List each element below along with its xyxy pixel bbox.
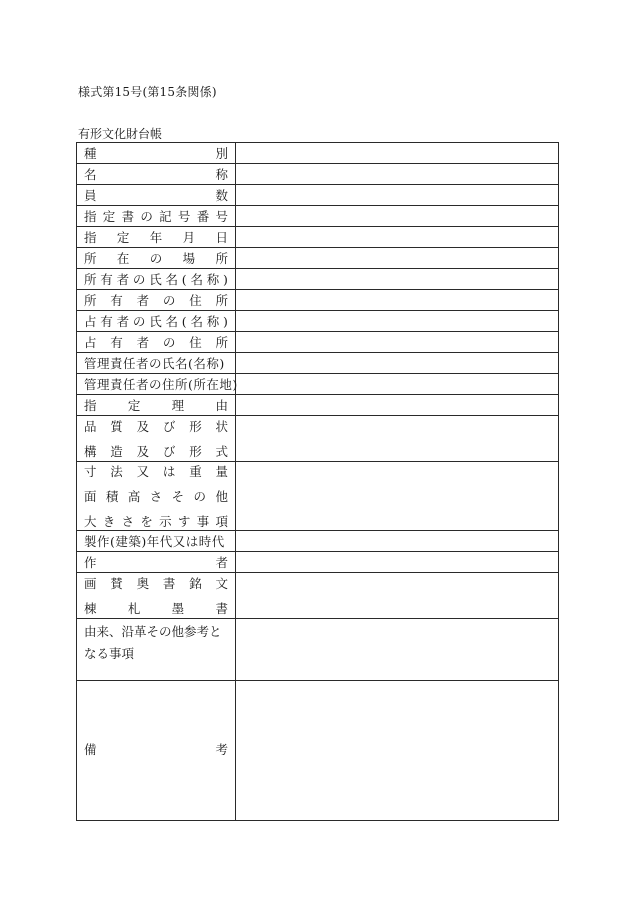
label-glyph: 有	[110, 335, 123, 350]
label-glyph: 指	[84, 230, 97, 245]
label-glyph: 所	[215, 335, 228, 350]
label-glyph: 有	[110, 293, 123, 308]
label-glyph: 年	[149, 230, 163, 245]
register-row	[77, 552, 559, 573]
row-label-line	[84, 532, 228, 550]
register-row	[77, 395, 559, 416]
row-label-line	[84, 207, 228, 225]
row-label-line	[84, 333, 228, 351]
row-value-cell[interactable]	[236, 552, 559, 573]
label-glyph: 所	[84, 251, 97, 266]
label-glyph: 住	[189, 335, 202, 350]
register-table	[76, 142, 559, 821]
label-glyph: は	[162, 464, 176, 479]
label-glyph: 又	[136, 464, 150, 479]
register-row	[77, 619, 559, 681]
row-label	[77, 311, 236, 332]
row-value-cell[interactable]	[236, 269, 559, 290]
register-row	[77, 332, 559, 353]
row-value-cell[interactable]	[236, 395, 559, 416]
label-glyph: 書	[162, 576, 176, 591]
row-label	[77, 462, 236, 531]
label-glyph: の	[132, 314, 146, 329]
label-glyph: 事	[196, 514, 210, 529]
label-glyph: 日	[215, 230, 228, 245]
row-value-cell[interactable]	[236, 374, 559, 395]
label-glyph: 理	[171, 398, 185, 413]
label-glyph: 称	[206, 272, 220, 287]
row-label	[77, 290, 236, 311]
label-glyph: そ	[171, 489, 185, 504]
label-glyph: を	[140, 514, 153, 529]
label-glyph: )	[223, 271, 228, 287]
label-glyph: 占	[84, 314, 97, 329]
label-glyph: 占	[84, 335, 97, 350]
label-glyph: 文	[215, 576, 228, 591]
row-label-line	[84, 249, 228, 267]
row-label	[77, 681, 236, 821]
row-label	[77, 248, 236, 269]
label-glyph: (	[181, 271, 187, 287]
row-value-cell[interactable]	[236, 311, 559, 332]
label-glyph: 指	[84, 398, 97, 413]
row-label-line	[84, 312, 228, 330]
label-glyph: 員	[84, 188, 97, 203]
label-glyph: 及	[136, 444, 150, 459]
row-label	[77, 227, 236, 248]
row-label	[77, 206, 236, 227]
row-label	[77, 269, 236, 290]
label-glyph: 書	[121, 209, 135, 224]
label-glyph: 数	[215, 188, 228, 203]
label-glyph: 高	[127, 489, 141, 504]
row-label-line	[84, 375, 238, 393]
row-label-line	[84, 740, 228, 758]
label-glyph: 者	[215, 555, 228, 570]
label-glyph: 式	[215, 444, 228, 459]
label-glyph: 場	[182, 251, 196, 266]
register-row	[77, 206, 559, 227]
label-glyph: 者	[116, 272, 130, 287]
label-glyph: 称	[206, 314, 220, 329]
row-value-cell[interactable]	[236, 227, 559, 248]
form-number: 様式第15号(第15条関係)	[78, 85, 217, 99]
register-row	[77, 531, 559, 552]
label-glyph: 名	[165, 314, 178, 329]
register-row	[77, 681, 559, 821]
row-value-cell[interactable]	[236, 573, 559, 619]
label-glyph: 法	[110, 464, 123, 479]
label-glyph: 寸	[84, 464, 97, 479]
label-glyph: 管理責任者の氏名(名称)	[84, 356, 225, 371]
row-label	[77, 185, 236, 206]
row-value-cell[interactable]	[236, 416, 559, 462]
register-row	[77, 248, 559, 269]
label-glyph: 構	[84, 444, 97, 459]
label-glyph: 住	[189, 293, 202, 308]
label-glyph: す	[177, 514, 191, 529]
label-glyph: 定	[127, 398, 141, 413]
label-glyph: 所	[84, 293, 97, 308]
label-glyph: の	[140, 209, 153, 224]
label-glyph: 状	[215, 419, 228, 434]
row-label-line	[84, 599, 228, 617]
row-label-line	[84, 186, 228, 204]
register-row	[77, 164, 559, 185]
row-value-cell[interactable]	[236, 531, 559, 552]
label-glyph: 銘	[189, 576, 202, 591]
label-glyph: 管理責任者の住所(所在地)	[84, 377, 238, 392]
label-glyph: 形	[189, 444, 202, 459]
row-label	[77, 531, 236, 552]
row-label	[77, 416, 236, 462]
label-glyph: 名	[84, 167, 97, 182]
register-row	[77, 143, 559, 164]
label-glyph: 月	[182, 230, 196, 245]
label-glyph: び	[162, 444, 176, 459]
label-glyph: 定	[102, 209, 116, 224]
label-glyph: の	[132, 272, 146, 287]
label-glyph: 備	[84, 741, 97, 757]
row-label	[77, 332, 236, 353]
label-glyph: 氏	[149, 314, 162, 329]
label-glyph: 名	[190, 272, 203, 287]
row-value-cell[interactable]	[236, 332, 559, 353]
label-glyph: 示	[159, 514, 172, 529]
label-glyph: の	[149, 251, 163, 266]
register-table-body	[77, 143, 559, 821]
row-value-cell[interactable]	[236, 164, 559, 185]
row-value-cell[interactable]	[236, 462, 559, 531]
label-glyph: 別	[215, 146, 228, 161]
label-glyph: の	[162, 335, 176, 350]
row-label-line	[84, 442, 228, 460]
label-glyph: 他	[215, 489, 228, 504]
label-glyph: 品	[84, 419, 97, 434]
row-label-line	[84, 574, 228, 592]
label-glyph: 有	[100, 314, 113, 329]
label-glyph: き	[102, 514, 116, 529]
label-glyph: 賛	[110, 576, 123, 591]
row-label-line	[84, 165, 228, 183]
label-glyph: の	[193, 489, 207, 504]
label-glyph: )	[223, 313, 228, 329]
label-glyph: 記	[159, 209, 172, 224]
register-row	[77, 573, 559, 619]
row-label-line	[84, 291, 228, 309]
label-glyph: 量	[215, 464, 228, 479]
label-glyph: 有	[100, 272, 113, 287]
label-glyph: 所	[215, 251, 228, 266]
label-glyph: 作	[84, 555, 97, 570]
label-glyph: 奥	[136, 576, 150, 591]
label-glyph: 画	[84, 576, 97, 591]
row-label-line	[84, 396, 228, 414]
register-row	[77, 311, 559, 332]
label-glyph: 定	[116, 230, 130, 245]
label-glyph: 重	[189, 464, 202, 479]
label-glyph: 大	[84, 514, 97, 529]
label-glyph: 造	[110, 444, 123, 459]
label-glyph: の	[162, 293, 176, 308]
row-value-cell[interactable]	[236, 619, 559, 681]
label-glyph: 札	[127, 601, 141, 616]
label-glyph: 棟	[84, 601, 97, 616]
label-glyph: 形	[189, 419, 202, 434]
row-label	[77, 143, 236, 164]
label-glyph: 者	[116, 314, 130, 329]
row-label-line	[84, 487, 228, 505]
row-value-cell[interactable]	[236, 290, 559, 311]
row-label	[77, 573, 236, 619]
row-label	[77, 395, 236, 416]
label-glyph: 称	[215, 167, 228, 182]
label-glyph: さ	[121, 514, 135, 529]
label-glyph: 所	[215, 293, 228, 308]
row-label-line	[84, 417, 228, 435]
row-value-cell[interactable]	[236, 353, 559, 374]
label-glyph: 在	[116, 251, 130, 266]
label-glyph: 製作(建築)年代又は時代	[84, 534, 225, 549]
label-glyph: 氏	[149, 272, 162, 287]
register-row	[77, 185, 559, 206]
label-glyph: 考	[215, 741, 228, 757]
label-glyph: 者	[136, 293, 150, 308]
row-label	[77, 619, 236, 681]
row-label	[77, 353, 236, 374]
row-label-text: 由来、沿革その他参考となる事項	[84, 624, 222, 661]
register-row	[77, 290, 559, 311]
label-glyph: 種	[84, 146, 97, 161]
row-label	[77, 164, 236, 185]
label-glyph: 項	[215, 514, 228, 529]
row-label-line	[84, 553, 228, 571]
label-glyph: 番	[196, 209, 210, 224]
register-row	[77, 227, 559, 248]
row-label-line	[84, 144, 228, 162]
label-glyph: 書	[215, 601, 228, 616]
register-row	[77, 353, 559, 374]
label-glyph: 名	[165, 272, 178, 287]
label-glyph: 面	[84, 489, 97, 504]
label-glyph: 由	[215, 398, 228, 413]
label-glyph: 者	[136, 335, 150, 350]
row-value-cell[interactable]	[236, 143, 559, 164]
label-glyph: 号	[215, 209, 228, 224]
label-glyph: 及	[136, 419, 150, 434]
row-label	[77, 552, 236, 573]
row-value-cell[interactable]	[236, 248, 559, 269]
row-label-line	[84, 228, 228, 246]
label-glyph: 所	[84, 272, 97, 287]
row-label-line	[84, 462, 228, 480]
row-value-cell[interactable]	[236, 681, 559, 821]
row-label	[77, 374, 236, 395]
row-label-line	[84, 270, 228, 288]
label-glyph: び	[162, 419, 176, 434]
label-glyph: 名	[190, 314, 203, 329]
label-glyph: 墨	[171, 601, 185, 616]
label-glyph: 号	[177, 209, 191, 224]
label-glyph: 指	[84, 209, 97, 224]
row-value-cell[interactable]	[236, 206, 559, 227]
label-glyph: 質	[110, 419, 123, 434]
label-glyph: (	[181, 313, 187, 329]
label-glyph: 積	[105, 489, 119, 504]
label-glyph: さ	[149, 489, 163, 504]
row-label-line	[84, 354, 228, 372]
register-row	[77, 374, 559, 395]
row-label-line	[84, 512, 228, 530]
register-row	[77, 416, 559, 462]
row-value-cell[interactable]	[236, 185, 559, 206]
register-row	[77, 269, 559, 290]
register-row	[77, 462, 559, 531]
form-title: 有形文化財台帳	[78, 127, 163, 141]
